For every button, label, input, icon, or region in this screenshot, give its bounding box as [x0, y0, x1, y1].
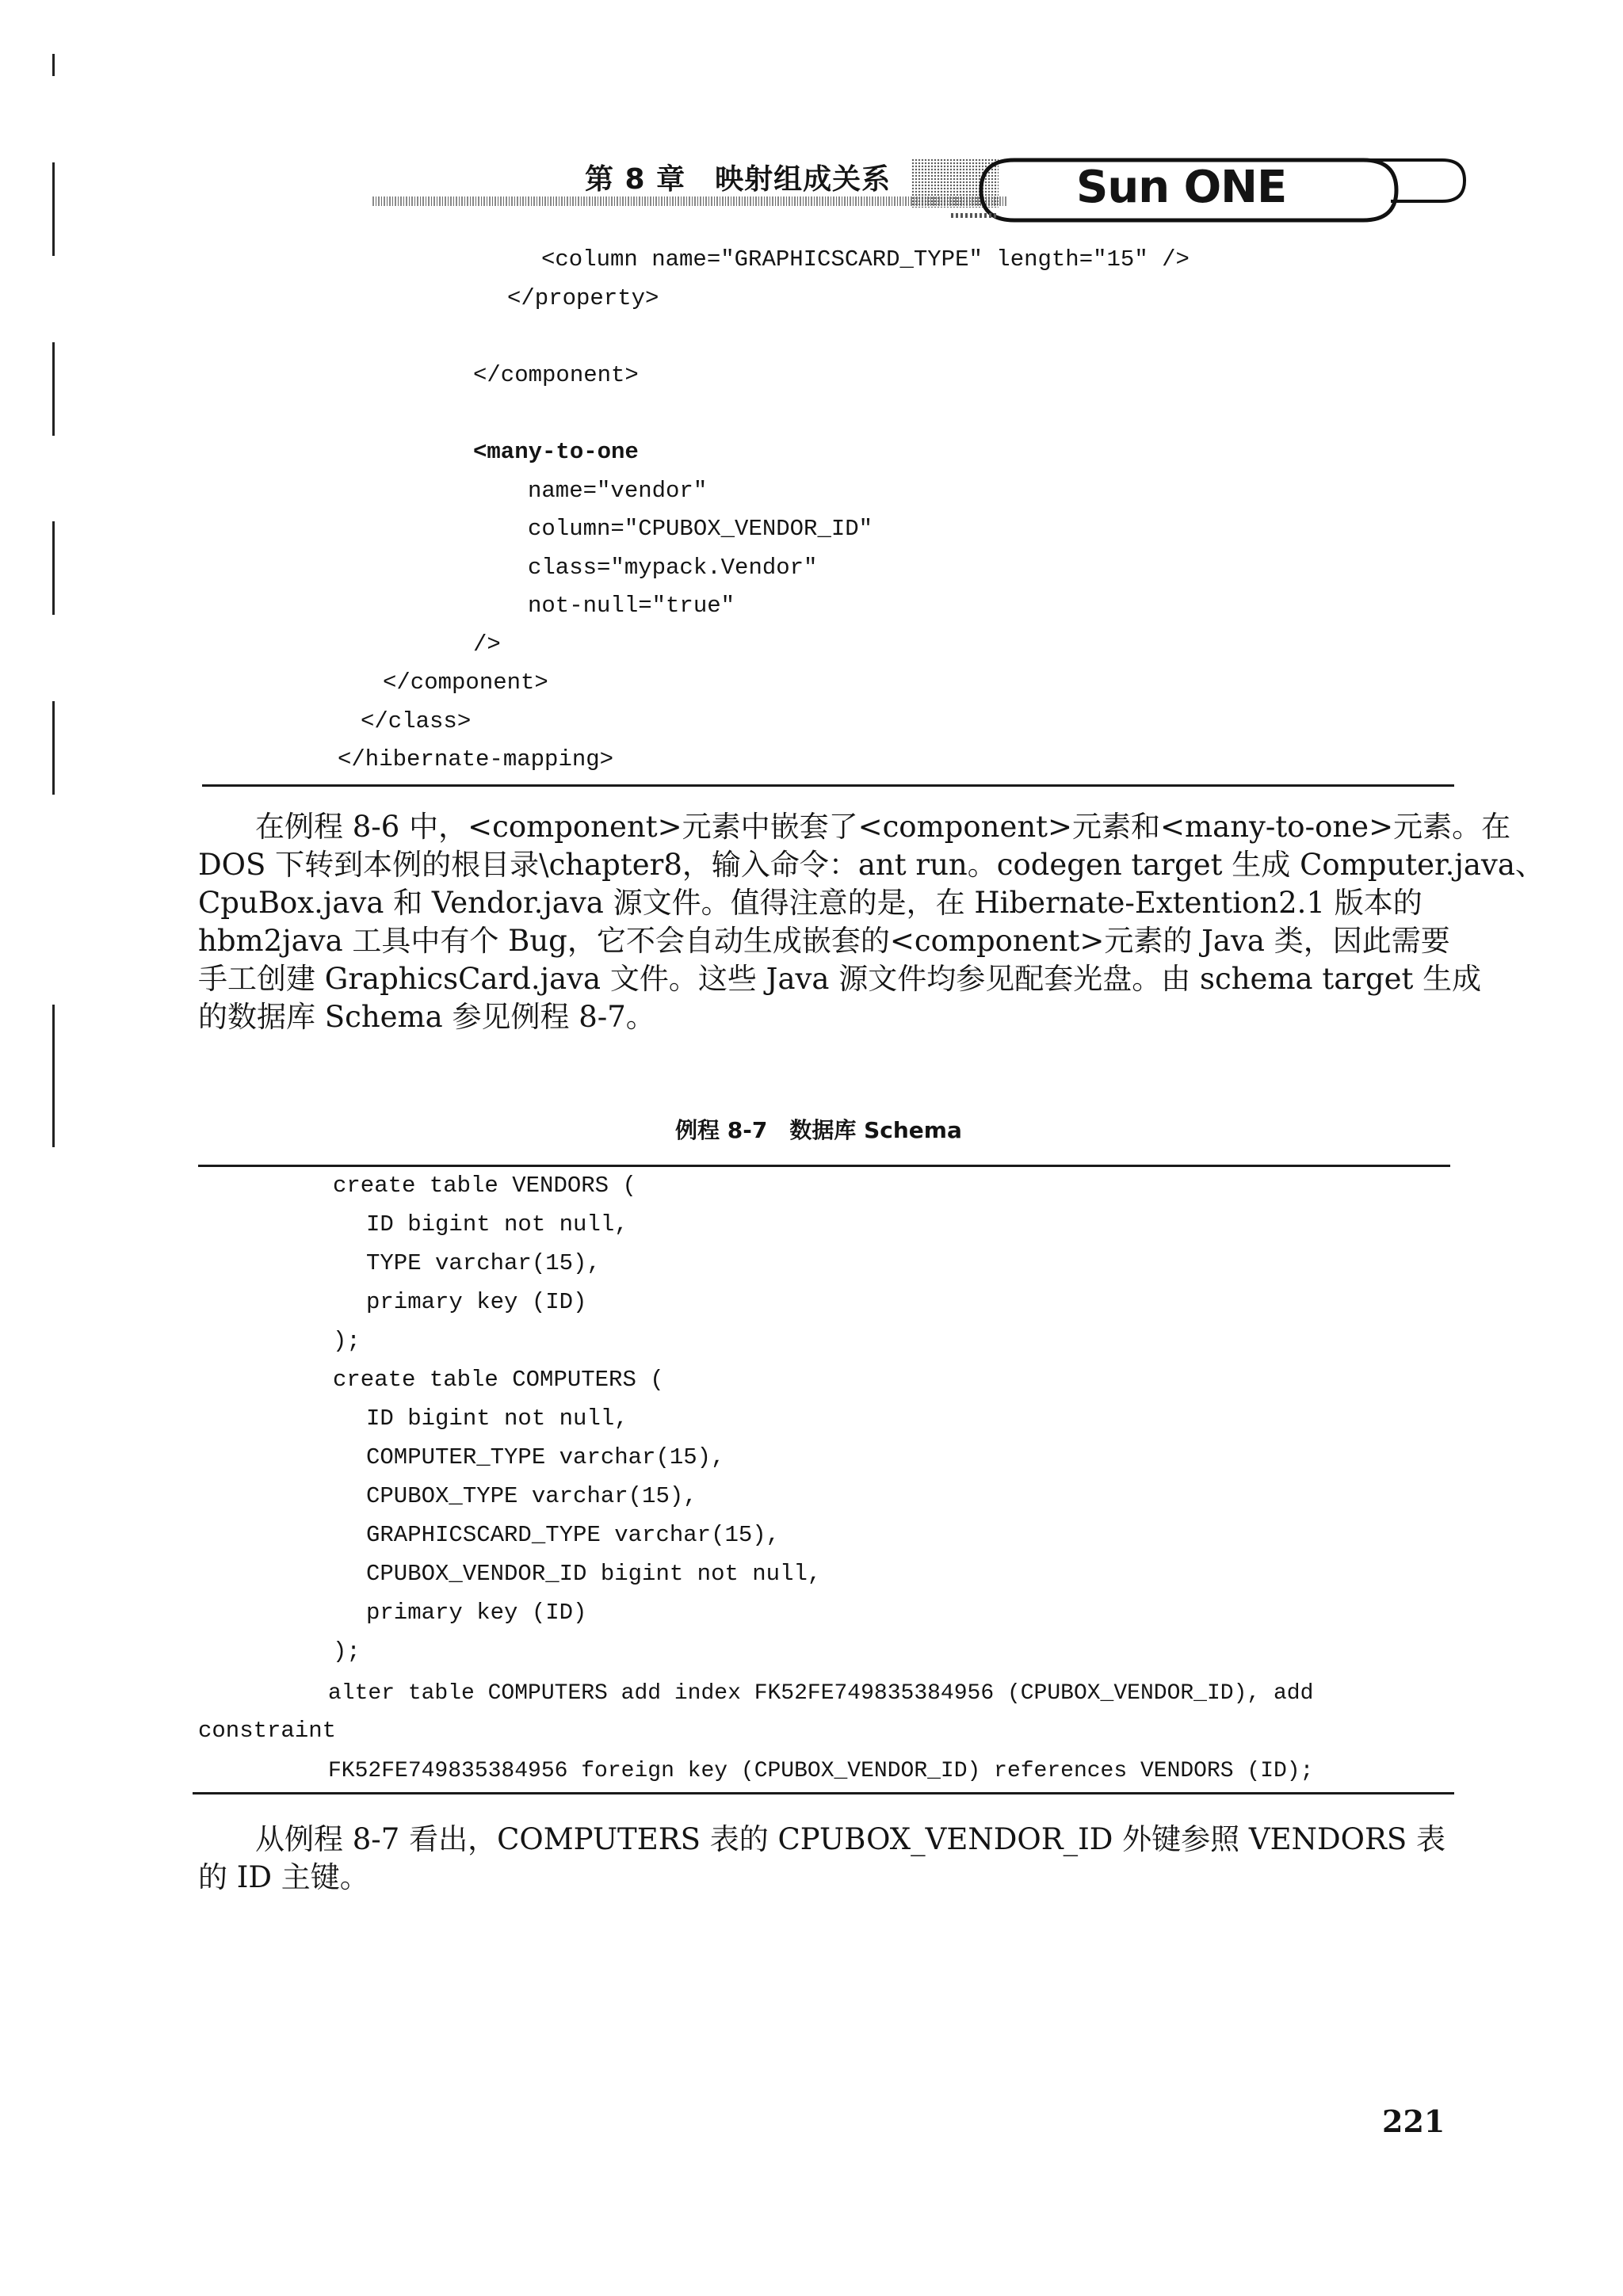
binding-mark	[52, 162, 55, 256]
page-number: 221	[1382, 2103, 1445, 2139]
chapter-title: 第 8 章 映射组成关系	[585, 163, 892, 196]
paragraph-line: 从例程 8-7 看出，COMPUTERS 表的 CPUBOX_VENDOR_ID 外键参照 VENDORS 表	[255, 1822, 1445, 1856]
binding-mark	[52, 1005, 55, 1147]
paragraph-line: hbm2java 工具中有个 Bug，它不会自动生成嵌套的<component>元素的 Java 类，因此需要	[198, 924, 1450, 958]
sun-one-logo-text: Sun ONE	[1076, 162, 1287, 213]
code-line: CPUBOX_VENDOR_ID bigint not null,	[366, 1561, 822, 1587]
code-line: </class>	[361, 708, 472, 734]
code-line: />	[473, 631, 501, 658]
code-line: CPUBOX_TYPE varchar(15),	[366, 1483, 697, 1509]
binding-mark	[52, 521, 55, 615]
listing-caption: 例程 8-7 数据库 Schema	[675, 1117, 962, 1143]
binding-mark	[52, 701, 55, 795]
code-line: class="mypack.Vendor"	[528, 555, 818, 581]
binding-mark	[52, 342, 55, 436]
code-line: <many-to-one	[473, 439, 639, 465]
listing-bottom-rule	[193, 1792, 1454, 1794]
binding-mark	[52, 54, 55, 76]
code-line: <column name="GRAPHICSCARD_TYPE" length="15" />	[541, 246, 1190, 273]
body-paragraph	[198, 1821, 1445, 1897]
code-line: </component>	[383, 669, 548, 696]
code-line: name="vendor"	[528, 478, 708, 504]
code-line: TYPE varchar(15),	[366, 1250, 601, 1276]
paragraph-line: 的数据库 Schema 参见例程 8-7。	[198, 1000, 655, 1034]
code-line: </component>	[473, 362, 639, 388]
paragraph-line: 的 ID 主键。	[198, 1860, 369, 1894]
code-line: create table COMPUTERS (	[333, 1367, 664, 1393]
paragraph-line: CpuBox.java 和 Vendor.java 源文件。值得注意的是，在 Hibernate-Extention2.1 版本的	[198, 886, 1423, 920]
code-line: constraint	[198, 1718, 337, 1744]
listing-top-rule	[198, 1165, 1450, 1167]
code-line: primary key (ID)	[366, 1289, 587, 1315]
code-line: column="CPUBOX_VENDOR_ID"	[528, 516, 873, 542]
paragraph-line: 在例程 8-6 中，<component>元素中嵌套了<component>元素和<many-to-one>元素。在	[255, 810, 1511, 844]
code-line: create table VENDORS (	[333, 1173, 636, 1199]
body-paragraph	[198, 808, 1545, 1036]
code-line: GRAPHICSCARD_TYPE varchar(15),	[366, 1522, 781, 1548]
code-line: primary key (ID)	[366, 1600, 587, 1626]
code-line: );	[333, 1328, 361, 1354]
code-line: ID bigint not null,	[366, 1405, 628, 1432]
code-line: COMPUTER_TYPE varchar(15),	[366, 1444, 725, 1470]
code-line: ID bigint not null,	[366, 1211, 628, 1238]
code-listing-rule	[202, 784, 1454, 787]
paragraph-line: DOS 下转到本例的根目录\chapter8，输入命令：ant run。codegen target 生成 Computer.java、	[198, 848, 1545, 882]
code-line: </property>	[507, 285, 659, 311]
code-line: alter table COMPUTERS add index FK52FE749835384956 (CPUBOX_VENDOR_ID), add	[328, 1681, 1314, 1706]
paragraph-line: 手工创建 GraphicsCard.java 文件。这些 Java 源文件均参见配套光盘。由 schema target 生成	[198, 962, 1482, 996]
code-line: );	[333, 1638, 361, 1665]
code-line: not-null="true"	[528, 593, 735, 619]
code-line: FK52FE749835384956 foreign key (CPUBOX_VENDOR_ID) references VENDORS (ID);	[328, 1759, 1314, 1783]
code-line: </hibernate-mapping>	[338, 746, 614, 772]
